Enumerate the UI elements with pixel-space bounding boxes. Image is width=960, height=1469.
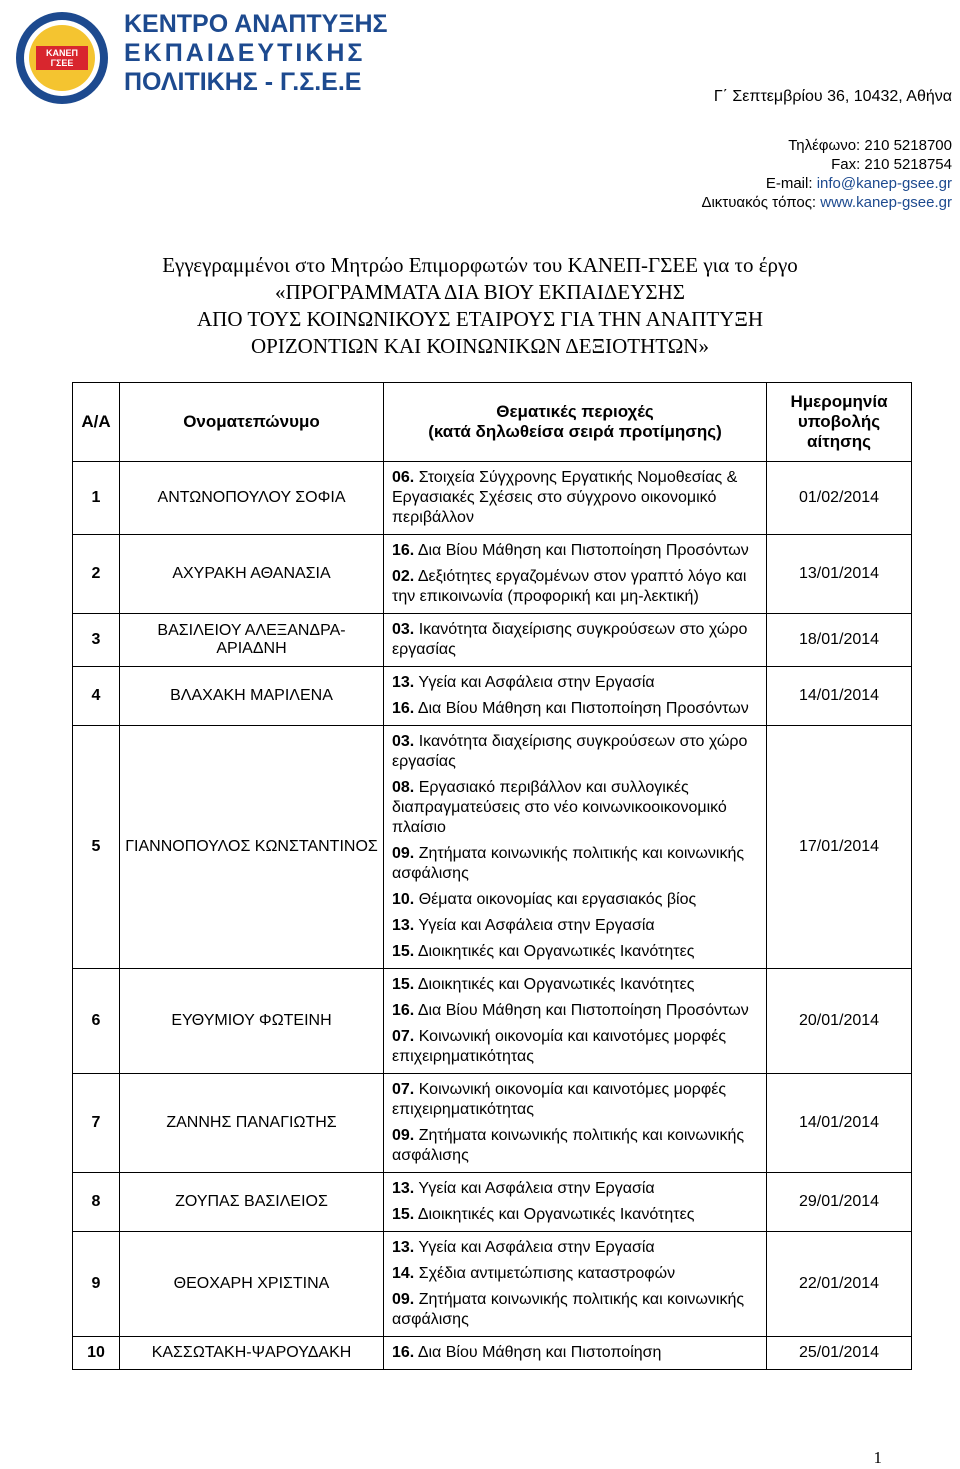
topic-item xyxy=(392,732,762,772)
topic-code: 14. xyxy=(392,1265,415,1282)
topics-cell xyxy=(384,1173,767,1232)
application-date: 22/01/2014 xyxy=(767,1232,912,1337)
topic-text: Υγεία και Ασφάλεια στην Εργασία xyxy=(414,1180,655,1197)
topic-code: 15. xyxy=(392,1206,415,1223)
topic-item xyxy=(392,1290,762,1330)
org-name-line2: ΕΚΠΑΙΔΕΥΤΙΚΗΣ xyxy=(124,39,366,67)
application-date: 20/01/2014 xyxy=(767,969,912,1074)
table-row xyxy=(73,1074,912,1173)
row-number: 7 xyxy=(73,1074,120,1173)
title-line3: ΑΠΟ ΤΟΥΣ ΚΟΙΝΩΝΙΚΟΥΣ ΕΤΑΙΡΟΥΣ ΓΙΑ ΤΗΝ ΑΝΑΠΤΥΞΗ xyxy=(196,307,763,331)
svg-text:ΚΑΝΕΠ: ΚΑΝΕΠ xyxy=(45,48,79,58)
trainer-name: ΘΕΟΧΑΡΗ ΧΡΙΣΤΙΝΑ xyxy=(120,1232,384,1337)
topic-text: Δια Βίου Μάθηση και Πιστοποίηση Προσόντων xyxy=(414,542,749,559)
phone: Τηλέφωνο: 210 5218700 xyxy=(788,137,952,154)
topic-text: Δεξιότητες εργαζομένων στον γραπτό λόγο και την επικοινωνία (προφορική και μη-λεκτική) xyxy=(392,568,747,605)
row-number: 10 xyxy=(73,1337,120,1370)
topics-cell xyxy=(384,1232,767,1337)
topic-code: 06. xyxy=(392,469,415,486)
topic-item xyxy=(392,844,762,884)
table-row xyxy=(73,667,912,726)
topic-code: 07. xyxy=(392,1028,415,1045)
topic-code: 07. xyxy=(392,1081,415,1098)
topic-item xyxy=(392,541,762,561)
application-date: 14/01/2014 xyxy=(767,1074,912,1173)
address: Γ΄ Σεπτεμβρίου 36, 10432, Αθήνα xyxy=(713,88,952,105)
topic-text: Υγεία και Ασφάλεια στην Εργασία xyxy=(414,917,655,934)
trainer-name: ΒΑΣΙΛΕΙΟΥ ΑΛΕΞΑΝΔΡΑ-ΑΡΙΑΔΝΗ xyxy=(120,614,384,667)
row-number: 6 xyxy=(73,969,120,1074)
email-link[interactable]: info@kanep-gsee.gr xyxy=(816,175,952,192)
topic-code: 09. xyxy=(392,1127,415,1144)
topic-item xyxy=(392,468,762,528)
topic-text: Ζητήματα κοινωνικής πολιτικής και κοινωνικής ασφάλισης xyxy=(392,1127,745,1164)
topic-item xyxy=(392,1126,762,1166)
topic-item xyxy=(392,699,762,719)
trainer-name: ΓΙΑΝΝΟΠΟΥΛΟΣ ΚΩΝΣΤΑΝΤΙΝΟΣ xyxy=(120,726,384,969)
topics-cell xyxy=(384,726,767,969)
trainer-name: ΚΑΣΣΩΤΑΚΗ-ΨΑΡΟΥΔΑΚΗ xyxy=(120,1337,384,1370)
topic-code: 15. xyxy=(392,943,415,960)
header-date: Ημερομηνία υποβολής αίτησης xyxy=(767,383,912,462)
document-title xyxy=(0,252,960,360)
table-row xyxy=(73,1173,912,1232)
topic-item xyxy=(392,942,762,962)
topics-cell xyxy=(384,667,767,726)
topic-item xyxy=(392,1205,762,1225)
table-row xyxy=(73,726,912,969)
title-line1: Εγγεγραμμένοι στο Μητρώο Επιμορφωτών του ΚΑΝΕΠ-ΓΣΕΕ για το έργο xyxy=(162,253,798,277)
header-name: Ονοματεπώνυμο xyxy=(120,383,384,462)
topic-item xyxy=(392,778,762,838)
contact-block xyxy=(701,136,952,212)
application-date: 17/01/2014 xyxy=(767,726,912,969)
topic-text: Διοικητικές και Οργανωτικές Ικανότητες xyxy=(414,976,695,993)
topic-text: Διοικητικές και Οργανωτικές Ικανότητες xyxy=(414,1206,695,1223)
table-row xyxy=(73,614,912,667)
topic-code: 03. xyxy=(392,733,415,750)
row-number: 8 xyxy=(73,1173,120,1232)
header-topics-line1: Θεματικές περιοχές xyxy=(496,402,654,421)
header-topics-line2: (κατά δηλωθείσα σειρά προτίμησης) xyxy=(428,422,722,441)
application-date: 01/02/2014 xyxy=(767,462,912,535)
trainer-name: ΑΝΤΩΝΟΠΟΥΛΟΥ ΣΟΦΙΑ xyxy=(120,462,384,535)
topic-item xyxy=(392,1343,762,1363)
topic-text: Δια Βίου Μάθηση και Πιστοποίηση Προσόντων xyxy=(414,700,749,717)
topic-item xyxy=(392,890,762,910)
topic-code: 10. xyxy=(392,891,415,908)
topic-text: Ικανότητα διαχείρισης συγκρούσεων στο χώρο εργασίας xyxy=(392,621,748,658)
application-date: 29/01/2014 xyxy=(767,1173,912,1232)
topic-item xyxy=(392,1264,762,1284)
topic-item xyxy=(392,673,762,693)
topics-cell xyxy=(384,462,767,535)
topic-text: Ζητήματα κοινωνικής πολιτικής και κοινωνικής ασφάλισης xyxy=(392,1291,745,1328)
website-link[interactable]: www.kanep-gsee.gr xyxy=(820,194,952,211)
topic-item xyxy=(392,1179,762,1199)
topic-text: Στοιχεία Σύγχρονης Εργατικής Νομοθεσίας & Εργασιακές Σχέσεις στο σύγχρονο οικονομικό περιβάλλον xyxy=(392,469,738,526)
topic-code: 09. xyxy=(392,845,415,862)
trainer-name: ΖΑΝΝΗΣ ΠΑΝΑΓΙΩΤΗΣ xyxy=(120,1074,384,1173)
topics-cell xyxy=(384,535,767,614)
page-number: 1 xyxy=(873,1448,882,1467)
topic-code: 03. xyxy=(392,621,415,638)
org-name-line3: ΠΟΛΙΤΙΚΗΣ - Γ.Σ.Ε.Ε xyxy=(124,68,362,96)
organization-name xyxy=(124,10,388,97)
topic-text: Κοινωνική οικονομία και καινοτόμες μορφές επιχειρηματικότητας xyxy=(392,1081,727,1118)
trainer-name: ΑΧΥΡΑΚΗ ΑΘΑΝΑΣΙΑ xyxy=(120,535,384,614)
table-header-row xyxy=(73,383,912,462)
topic-code: 15. xyxy=(392,976,415,993)
application-date: 13/01/2014 xyxy=(767,535,912,614)
topic-text: Ζητήματα κοινωνικής πολιτικής και κοινωνικής ασφάλισης xyxy=(392,845,745,882)
topic-text: Ικανότητα διαχείρισης συγκρούσεων στο χώρο εργασίας xyxy=(392,733,748,770)
topic-text: Υγεία και Ασφάλεια στην Εργασία xyxy=(414,674,655,691)
trainer-name: ΕΥΘΥΜΙΟΥ ΦΩΤΕΙΝΗ xyxy=(120,969,384,1074)
fax: Fax: 210 5218754 xyxy=(831,156,952,173)
trainers-table xyxy=(72,382,912,1370)
org-name-line1: ΚΕΝΤΡΟ ΑΝΑΠΤΥΞΗΣ xyxy=(124,10,388,38)
row-number: 4 xyxy=(73,667,120,726)
topics-cell xyxy=(384,1074,767,1173)
table-row xyxy=(73,462,912,535)
title-line4: ΟΡΙΖΟΝΤΙΩΝ ΚΑΙ ΚΟΙΝΩΝΙΚΩΝ ΔΕΞΙΟΤΗΤΩΝ» xyxy=(251,334,709,358)
topic-code: 16. xyxy=(392,700,415,717)
table-row xyxy=(73,1337,912,1370)
topic-code: 13. xyxy=(392,917,415,934)
kanep-gsee-logo xyxy=(14,10,110,106)
topic-item xyxy=(392,975,762,995)
table-row xyxy=(73,969,912,1074)
application-date: 18/01/2014 xyxy=(767,614,912,667)
topics-cell xyxy=(384,1337,767,1370)
topic-item xyxy=(392,1001,762,1021)
topic-text: Σχέδια αντιμετώπισης καταστροφών xyxy=(414,1265,676,1282)
topic-item xyxy=(392,916,762,936)
application-date: 14/01/2014 xyxy=(767,667,912,726)
topic-code: 13. xyxy=(392,1180,415,1197)
topic-text: Διοικητικές και Οργανωτικές Ικανότητες xyxy=(414,943,695,960)
topic-text: Κοινωνική οικονομία και καινοτόμες μορφές επιχειρηματικότητας xyxy=(392,1028,727,1065)
topic-text: Θέματα οικονομίας και εργασιακός βίος xyxy=(414,891,697,908)
header-aa: Α/Α xyxy=(73,383,120,462)
topics-cell xyxy=(384,969,767,1074)
trainer-name: ΒΛΑΧΑΚΗ ΜΑΡΙΛΕΝΑ xyxy=(120,667,384,726)
trainer-name: ΖΟΥΠΑΣ ΒΑΣΙΛΕΙΟΣ xyxy=(120,1173,384,1232)
row-number: 1 xyxy=(73,462,120,535)
application-date: 25/01/2014 xyxy=(767,1337,912,1370)
topic-item xyxy=(392,620,762,660)
website-label: Δικτυακός τόπος: xyxy=(701,194,821,211)
topic-code: 16. xyxy=(392,542,415,559)
topic-text: Υγεία και Ασφάλεια στην Εργασία xyxy=(414,1239,655,1256)
topic-code: 16. xyxy=(392,1344,415,1361)
topic-item xyxy=(392,567,762,607)
row-number: 9 xyxy=(73,1232,120,1337)
topic-text: Δια Βίου Μάθηση και Πιστοποίηση xyxy=(414,1344,662,1361)
topic-code: 13. xyxy=(392,674,415,691)
row-number: 2 xyxy=(73,535,120,614)
row-number: 5 xyxy=(73,726,120,969)
table-row xyxy=(73,535,912,614)
topic-text: Δια Βίου Μάθηση και Πιστοποίηση Προσόντων xyxy=(414,1002,749,1019)
topic-code: 13. xyxy=(392,1239,415,1256)
topic-item xyxy=(392,1238,762,1258)
topic-item xyxy=(392,1080,762,1120)
topic-item xyxy=(392,1027,762,1067)
title-line2: «ΠΡΟΓΡΑΜΜΑΤΑ ΔΙΑ ΒΙΟΥ ΕΚΠΑΙΔΕΥΣΗΣ xyxy=(275,280,685,304)
row-number: 3 xyxy=(73,614,120,667)
email-label: E-mail: xyxy=(765,175,817,192)
topics-cell xyxy=(384,614,767,667)
header-topics xyxy=(384,383,767,462)
topic-text: Εργασιακό περιβάλλον και συλλογικές διαπραγματεύσεις στο νέο κοινωνικοοικονομικό πλαίσιο xyxy=(392,779,727,836)
topic-code: 16. xyxy=(392,1002,415,1019)
table-row xyxy=(73,1232,912,1337)
svg-text:ΓΣΕΕ: ΓΣΕΕ xyxy=(50,58,74,68)
topic-code: 08. xyxy=(392,779,415,796)
topic-code: 09. xyxy=(392,1291,415,1308)
topic-code: 02. xyxy=(392,568,415,585)
